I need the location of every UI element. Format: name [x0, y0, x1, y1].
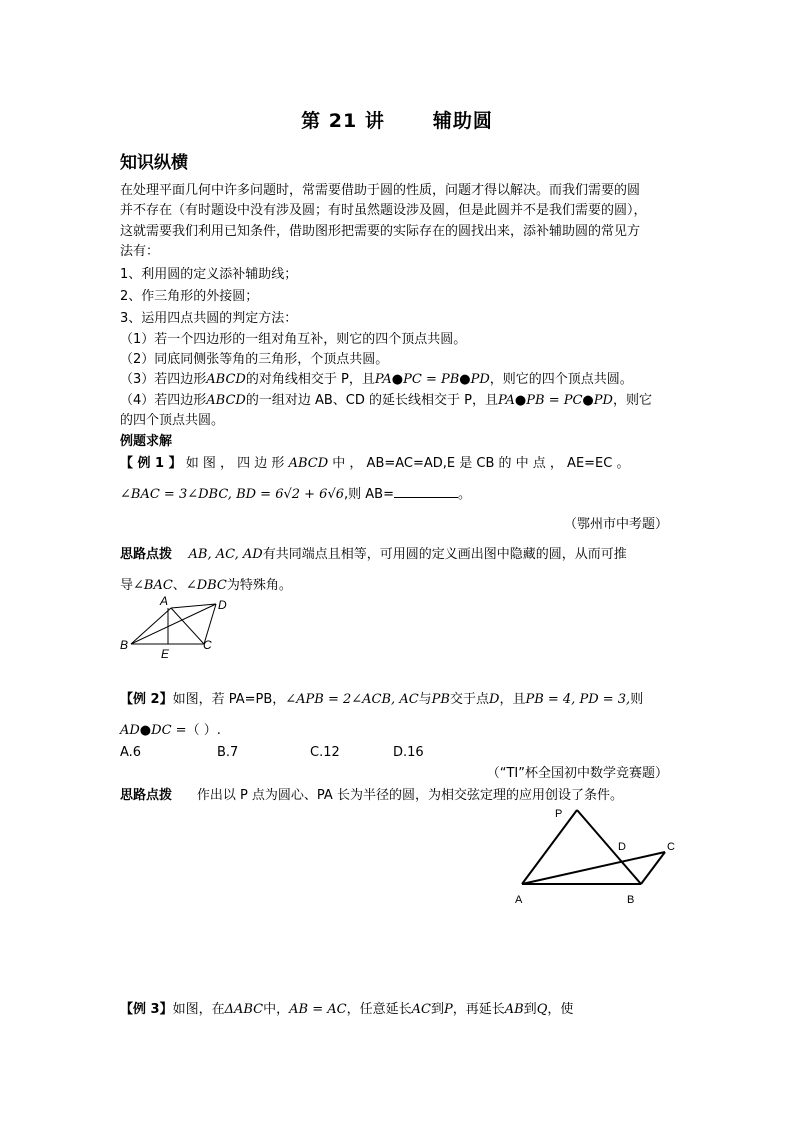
segment-ac — [171, 608, 204, 644]
method-3-sub-3: （3）若四边形ABCD的对角线相交于 P，且PA●PC = PB●PD，则它的四个顶点共圆。 — [120, 372, 633, 387]
page-title — [0, 106, 794, 133]
example-1-hint-line-2: 导∠BAC、∠DBC为特殊角。 — [120, 578, 292, 593]
label-b: B — [120, 638, 129, 652]
section-heading-knowledge: 知识纵横 — [120, 153, 188, 173]
method-3-sub-4-cont: 的四个顶点共圆。 — [120, 413, 225, 428]
label-d: D — [218, 598, 227, 612]
label-d: D — [618, 841, 626, 853]
example-1-source: （鄂州市中考题） — [563, 517, 668, 532]
label-a: A — [160, 594, 169, 608]
lecture-topic: 辅助圆 — [432, 110, 493, 132]
example-2-hint: 思路点拨 作出以 P 点为圆心、PA 长为半径的圆，为相交弦定理的应用创设了条件。 — [120, 788, 623, 803]
label-a: A — [515, 894, 523, 906]
section-heading-examples: 例题求解 — [120, 434, 173, 449]
example-1-figure — [110, 592, 240, 662]
answer-blank[interactable] — [394, 485, 458, 498]
option-c[interactable]: C.12 — [310, 745, 340, 760]
intro-line-1: 在处理平面几何中许多问题时，常需要借助于圆的性质，问题才得以解决。而我们需要的圆 — [120, 183, 641, 198]
option-d[interactable]: D.16 — [393, 745, 424, 760]
example-1-hint-line-1: 思路点拨 AB, AC, AD有共同端点且相等，可用圆的定义画出图中隐藏的圆，从而可推 — [120, 547, 627, 562]
example-2-figure — [505, 800, 685, 910]
label-p: P — [555, 808, 563, 820]
label-c: C — [203, 638, 212, 652]
example-2-source: （“TI”杯全国初中数学竞赛题） — [486, 766, 668, 781]
example-2-question: AD●DC =（ ）. — [120, 723, 221, 738]
example-2-statement: 【例 2】如图，若 PA=PB，∠APB = 2∠ACB, AC与PB交于点D，且PB = 4, PD = 3,则 — [120, 692, 644, 707]
example-1-statement: 【 例 1 】 如 图 ， 四 边 形 ABCD 中 ， AB=AC=AD,E 是 CB 的 中 点 ， AE=EC 。 — [120, 456, 630, 471]
segment-ab — [131, 608, 171, 644]
option-b[interactable]: B.7 — [217, 745, 239, 760]
example-3-statement: 【例 3】如图，在ΔABC中，AB = AC，任意延长AC到P，再延长AB到Q，使 — [120, 1002, 574, 1017]
method-3-sub-1: （1）若一个四边形的一组对角互补，则它的四个顶点共圆。 — [120, 332, 467, 347]
method-3-sub-4: （4）若四边形ABCD的一组对边 AB、CD 的延长线相交于 P，且PA●PB = PC●PD，则它 — [120, 393, 652, 408]
method-1: 1、利用圆的定义添补辅助线； — [120, 267, 298, 282]
method-3-sub-2: （2）同底同侧张等角的三角形，个顶点共圆。 — [120, 352, 389, 367]
example-1-condition: ∠BAC = 3∠DBC, BD = 6√2 + 6√6,则 AB= 。 — [120, 487, 472, 502]
method-3: 3、运用四点共圆的判定方法： — [120, 311, 298, 326]
intro-line-4: 法有： — [120, 244, 160, 259]
label-b: B — [627, 894, 635, 906]
lecture-number: 第 21 讲 — [301, 110, 385, 132]
method-2: 2、作三角形的外接圆； — [120, 289, 259, 304]
label-c: C — [667, 841, 675, 853]
intro-line-2: 并不存在（有时题设中没有涉及圆；有时虽然题设涉及圆，但是此圆并不是我们需要的圆）， — [120, 203, 647, 218]
segment-pb — [577, 810, 641, 884]
intro-line-3: 这就需要我们利用已知条件，借助图形把需要的实际存在的圆找出来，添补辅助圆的常见方 — [120, 224, 641, 239]
label-e: E — [161, 647, 170, 661]
option-a[interactable]: A.6 — [120, 745, 142, 760]
